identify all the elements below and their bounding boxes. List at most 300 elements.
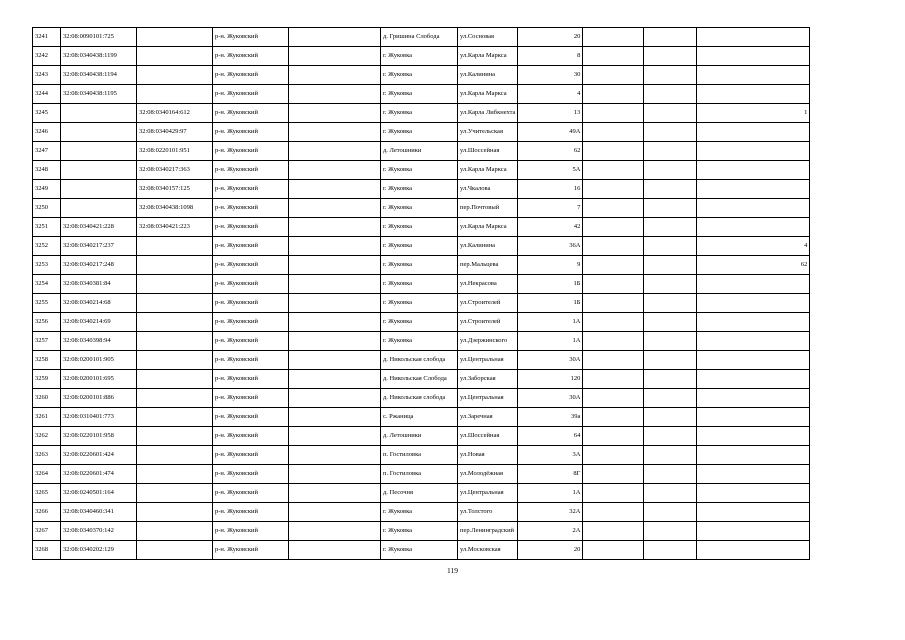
previous-cadastral-number-cell	[137, 541, 213, 560]
value-cell	[697, 427, 810, 446]
street-cell: ул.Шоссейная	[458, 142, 518, 161]
table-row	[33, 484, 810, 503]
empty-cell	[583, 484, 644, 503]
empty-cell	[583, 85, 644, 104]
row-number-cell: 3256	[33, 313, 61, 332]
locality-cell: г. Жуковка	[381, 85, 458, 104]
district-cell: р-н. Жуковский	[213, 142, 289, 161]
cadastral-number-cell: 32:08:0340438:1195	[61, 85, 137, 104]
house-number-cell: 1А	[518, 313, 583, 332]
street-cell: ул.Шоссейная	[458, 427, 518, 446]
empty-cell	[583, 104, 644, 123]
empty-cell	[583, 275, 644, 294]
value-cell	[697, 294, 810, 313]
table-row	[33, 199, 810, 218]
empty-cell	[644, 446, 697, 465]
district-cell: р-н. Жуковский	[213, 541, 289, 560]
row-number-cell: 3267	[33, 522, 61, 541]
locality-cell: г. Жуковка	[381, 218, 458, 237]
table-row	[33, 104, 810, 123]
cadastral-number-cell: 32:08:0240501:164	[61, 484, 137, 503]
locality-cell: г. Жуковка	[381, 275, 458, 294]
empty-cell	[644, 142, 697, 161]
value-cell	[697, 161, 810, 180]
value-cell	[697, 332, 810, 351]
empty-cell	[644, 351, 697, 370]
empty-cell	[289, 503, 381, 522]
empty-cell	[289, 313, 381, 332]
row-number-cell: 3249	[33, 180, 61, 199]
locality-cell: г. Жуковка	[381, 294, 458, 313]
street-cell: ул.Сосновая	[458, 28, 518, 47]
empty-cell	[289, 256, 381, 275]
table-row	[33, 47, 810, 66]
empty-cell	[644, 389, 697, 408]
house-number-cell: 13	[518, 104, 583, 123]
table-row	[33, 256, 810, 275]
house-number-cell: 4	[518, 85, 583, 104]
value-cell	[697, 142, 810, 161]
empty-cell	[289, 446, 381, 465]
street-cell: ул.Строителей	[458, 313, 518, 332]
value-cell	[697, 199, 810, 218]
empty-cell	[289, 427, 381, 446]
locality-cell: г. Жуковка	[381, 161, 458, 180]
table-row	[33, 275, 810, 294]
empty-cell	[289, 199, 381, 218]
street-cell: ул.Толстого	[458, 503, 518, 522]
district-cell: р-н. Жуковский	[213, 256, 289, 275]
street-cell: ул.Калинина	[458, 66, 518, 85]
row-number-cell: 3244	[33, 85, 61, 104]
street-cell: ул.Карла Маркса	[458, 85, 518, 104]
table-row	[33, 28, 810, 47]
cadastral-number-cell: 32:08:0340438:1199	[61, 47, 137, 66]
empty-cell	[644, 161, 697, 180]
empty-cell	[644, 484, 697, 503]
empty-cell	[644, 85, 697, 104]
locality-cell: г. Жуковка	[381, 541, 458, 560]
street-cell: ул.Строителей	[458, 294, 518, 313]
house-number-cell: 42	[518, 218, 583, 237]
table-row	[33, 541, 810, 560]
locality-cell: д. Летошники	[381, 427, 458, 446]
row-number-cell: 3250	[33, 199, 61, 218]
cadastral-number-cell: 32:08:0340381:84	[61, 275, 137, 294]
previous-cadastral-number-cell	[137, 28, 213, 47]
row-number-cell: 3246	[33, 123, 61, 142]
locality-cell: г. Жуковка	[381, 104, 458, 123]
value-cell	[697, 408, 810, 427]
table-row	[33, 503, 810, 522]
locality-cell: п. Гостиловка	[381, 446, 458, 465]
district-cell: р-н. Жуковский	[213, 237, 289, 256]
row-number-cell: 3252	[33, 237, 61, 256]
cadastral-number-cell: 32:08:0200101:905	[61, 351, 137, 370]
empty-cell	[583, 199, 644, 218]
district-cell: р-н. Жуковский	[213, 522, 289, 541]
empty-cell	[644, 541, 697, 560]
previous-cadastral-number-cell: 32:08:0340438:1098	[137, 199, 213, 218]
empty-cell	[644, 275, 697, 294]
house-number-cell: 9	[518, 256, 583, 275]
street-cell: ул.Некрасова	[458, 275, 518, 294]
cadastral-number-cell: 32:08:0340214:69	[61, 313, 137, 332]
row-number-cell: 3266	[33, 503, 61, 522]
house-number-cell: 36А	[518, 237, 583, 256]
street-cell: ул.Молодёжная	[458, 465, 518, 484]
empty-cell	[583, 446, 644, 465]
table-row	[33, 161, 810, 180]
empty-cell	[644, 123, 697, 142]
row-number-cell: 3257	[33, 332, 61, 351]
row-number-cell: 3255	[33, 294, 61, 313]
cadastral-number-cell	[61, 123, 137, 142]
house-number-cell: 1Б	[518, 294, 583, 313]
row-number-cell: 3262	[33, 427, 61, 446]
row-number-cell: 3263	[33, 446, 61, 465]
cadastral-number-cell: 32:08:0340370:142	[61, 522, 137, 541]
table-row	[33, 332, 810, 351]
empty-cell	[289, 123, 381, 142]
empty-cell	[583, 313, 644, 332]
previous-cadastral-number-cell	[137, 427, 213, 446]
house-number-cell: 5А	[518, 161, 583, 180]
table-row	[33, 465, 810, 484]
street-cell: ул.Калинина	[458, 237, 518, 256]
street-cell: ул.Заречная	[458, 408, 518, 427]
previous-cadastral-number-cell	[137, 256, 213, 275]
empty-cell	[583, 161, 644, 180]
locality-cell: г. Жуковка	[381, 332, 458, 351]
row-number-cell: 3243	[33, 66, 61, 85]
row-number-cell: 3247	[33, 142, 61, 161]
cadastral-number-cell: 32:08:0200101:695	[61, 370, 137, 389]
row-number-cell: 3268	[33, 541, 61, 560]
empty-cell	[289, 522, 381, 541]
empty-cell	[644, 218, 697, 237]
district-cell: р-н. Жуковский	[213, 123, 289, 142]
street-cell: пер.Почтовый	[458, 199, 518, 218]
value-cell	[697, 522, 810, 541]
value-cell	[697, 351, 810, 370]
district-cell: р-н. Жуковский	[213, 484, 289, 503]
district-cell: р-н. Жуковский	[213, 389, 289, 408]
empty-cell	[289, 161, 381, 180]
value-cell: 4	[697, 237, 810, 256]
row-number-cell: 3254	[33, 275, 61, 294]
table-row	[33, 85, 810, 104]
district-cell: р-н. Жуковский	[213, 351, 289, 370]
empty-cell	[583, 389, 644, 408]
district-cell: р-н. Жуковский	[213, 47, 289, 66]
empty-cell	[289, 104, 381, 123]
cadastral-number-cell: 32:08:0200101:886	[61, 389, 137, 408]
cadastral-number-cell	[61, 199, 137, 218]
previous-cadastral-number-cell	[137, 522, 213, 541]
cadastral-number-cell	[61, 104, 137, 123]
row-number-cell: 3245	[33, 104, 61, 123]
house-number-cell: 49А	[518, 123, 583, 142]
empty-cell	[289, 142, 381, 161]
house-number-cell: 1Б	[518, 275, 583, 294]
house-number-cell: 7	[518, 199, 583, 218]
house-number-cell: 32А	[518, 503, 583, 522]
cadastral-number-cell: 32:08:0220101:958	[61, 427, 137, 446]
district-cell: р-н. Жуковский	[213, 503, 289, 522]
cadastral-number-cell: 32:08:0340217:237	[61, 237, 137, 256]
locality-cell: д. Никольская Слобода	[381, 370, 458, 389]
empty-cell	[289, 180, 381, 199]
district-cell: р-н. Жуковский	[213, 85, 289, 104]
table-row	[33, 123, 810, 142]
house-number-cell: 30	[518, 66, 583, 85]
previous-cadastral-number-cell	[137, 389, 213, 408]
empty-cell	[289, 332, 381, 351]
house-number-cell: 2А	[518, 522, 583, 541]
previous-cadastral-number-cell	[137, 85, 213, 104]
empty-cell	[289, 484, 381, 503]
house-number-cell: 3А	[518, 446, 583, 465]
previous-cadastral-number-cell	[137, 503, 213, 522]
previous-cadastral-number-cell	[137, 465, 213, 484]
empty-cell	[583, 370, 644, 389]
row-number-cell: 3258	[33, 351, 61, 370]
row-number-cell: 3241	[33, 28, 61, 47]
row-number-cell: 3253	[33, 256, 61, 275]
empty-cell	[289, 370, 381, 389]
address-table	[32, 27, 810, 560]
cadastral-number-cell: 32:08:0220601:424	[61, 446, 137, 465]
empty-cell	[583, 180, 644, 199]
empty-cell	[583, 294, 644, 313]
empty-cell	[644, 465, 697, 484]
empty-cell	[644, 47, 697, 66]
empty-cell	[644, 66, 697, 85]
cadastral-number-cell	[61, 180, 137, 199]
value-cell	[697, 313, 810, 332]
empty-cell	[644, 427, 697, 446]
empty-cell	[644, 294, 697, 313]
district-cell: р-н. Жуковский	[213, 199, 289, 218]
previous-cadastral-number-cell: 32:08:0340164:612	[137, 104, 213, 123]
district-cell: р-н. Жуковский	[213, 427, 289, 446]
previous-cadastral-number-cell	[137, 370, 213, 389]
empty-cell	[644, 503, 697, 522]
locality-cell: г. Жуковка	[381, 123, 458, 142]
district-cell: р-н. Жуковский	[213, 313, 289, 332]
previous-cadastral-number-cell	[137, 408, 213, 427]
value-cell	[697, 541, 810, 560]
locality-cell: д. Никольская слобода	[381, 389, 458, 408]
district-cell: р-н. Жуковский	[213, 465, 289, 484]
cadastral-number-cell: 32:08:0340438:1194	[61, 66, 137, 85]
value-cell	[697, 484, 810, 503]
district-cell: р-н. Жуковский	[213, 294, 289, 313]
cadastral-number-cell: 32:08:0310401:773	[61, 408, 137, 427]
cadastral-number-cell	[61, 161, 137, 180]
house-number-cell: 1А	[518, 484, 583, 503]
empty-cell	[289, 389, 381, 408]
value-cell	[697, 47, 810, 66]
locality-cell: г. Жуковка	[381, 199, 458, 218]
row-number-cell: 3264	[33, 465, 61, 484]
street-cell: ул.Карла Либкнехта	[458, 104, 518, 123]
empty-cell	[583, 237, 644, 256]
empty-cell	[644, 256, 697, 275]
empty-cell	[289, 294, 381, 313]
value-cell	[697, 275, 810, 294]
locality-cell: п. Гостиловка	[381, 465, 458, 484]
empty-cell	[583, 47, 644, 66]
value-cell	[697, 389, 810, 408]
table-row	[33, 370, 810, 389]
street-cell: ул.Заборская	[458, 370, 518, 389]
house-number-cell: 20	[518, 28, 583, 47]
street-cell: ул.Московская	[458, 541, 518, 560]
value-cell	[697, 503, 810, 522]
previous-cadastral-number-cell	[137, 47, 213, 66]
empty-cell	[644, 104, 697, 123]
locality-cell: г. Жуковка	[381, 237, 458, 256]
district-cell: р-н. Жуковский	[213, 66, 289, 85]
cadastral-number-cell: 32:08:0220601:474	[61, 465, 137, 484]
table-row	[33, 522, 810, 541]
previous-cadastral-number-cell: 32:08:0340217:363	[137, 161, 213, 180]
value-cell: 62	[697, 256, 810, 275]
value-cell	[697, 465, 810, 484]
empty-cell	[583, 522, 644, 541]
empty-cell	[583, 465, 644, 484]
value-cell: 1	[697, 104, 810, 123]
house-number-cell: 30А	[518, 351, 583, 370]
table-row	[33, 408, 810, 427]
empty-cell	[289, 275, 381, 294]
cadastral-number-cell: 32:08:0340217:248	[61, 256, 137, 275]
empty-cell	[583, 123, 644, 142]
row-number-cell: 3248	[33, 161, 61, 180]
table-row	[33, 427, 810, 446]
previous-cadastral-number-cell: 32:08:0340157:125	[137, 180, 213, 199]
street-cell: пер.Мальцева	[458, 256, 518, 275]
previous-cadastral-number-cell: 32:08:0340429:97	[137, 123, 213, 142]
street-cell: ул.Карла Маркса	[458, 218, 518, 237]
value-cell	[697, 28, 810, 47]
empty-cell	[289, 28, 381, 47]
district-cell: р-н. Жуковский	[213, 408, 289, 427]
empty-cell	[583, 541, 644, 560]
table-body	[33, 28, 810, 560]
cadastral-number-cell: 32:08:0340398:94	[61, 332, 137, 351]
district-cell: р-н. Жуковский	[213, 218, 289, 237]
empty-cell	[583, 66, 644, 85]
empty-cell	[289, 465, 381, 484]
house-number-cell: 16	[518, 180, 583, 199]
cadastral-number-cell	[61, 142, 137, 161]
locality-cell: д. Гришина Слобода	[381, 28, 458, 47]
house-number-cell: 64	[518, 427, 583, 446]
empty-cell	[289, 218, 381, 237]
empty-cell	[644, 408, 697, 427]
street-cell: ул.Дзержинского	[458, 332, 518, 351]
value-cell	[697, 85, 810, 104]
table-row	[33, 351, 810, 370]
previous-cadastral-number-cell: 32:08:0220101:951	[137, 142, 213, 161]
empty-cell	[644, 180, 697, 199]
empty-cell	[644, 522, 697, 541]
previous-cadastral-number-cell	[137, 237, 213, 256]
row-number-cell: 3259	[33, 370, 61, 389]
value-cell	[697, 218, 810, 237]
table-row	[33, 313, 810, 332]
empty-cell	[583, 351, 644, 370]
empty-cell	[644, 332, 697, 351]
table-row	[33, 180, 810, 199]
district-cell: р-н. Жуковский	[213, 332, 289, 351]
district-cell: р-н. Жуковский	[213, 28, 289, 47]
district-cell: р-н. Жуковский	[213, 161, 289, 180]
previous-cadastral-number-cell	[137, 351, 213, 370]
street-cell: ул.Центральная	[458, 351, 518, 370]
empty-cell	[289, 351, 381, 370]
table-row	[33, 218, 810, 237]
locality-cell: г. Жуковка	[381, 503, 458, 522]
house-number-cell: 1А	[518, 332, 583, 351]
house-number-cell: 30А	[518, 389, 583, 408]
previous-cadastral-number-cell	[137, 484, 213, 503]
row-number-cell: 3265	[33, 484, 61, 503]
locality-cell: д. Никольская слобода	[381, 351, 458, 370]
empty-cell	[583, 28, 644, 47]
value-cell	[697, 123, 810, 142]
table-row	[33, 446, 810, 465]
row-number-cell: 3261	[33, 408, 61, 427]
previous-cadastral-number-cell	[137, 66, 213, 85]
district-cell: р-н. Жуковский	[213, 446, 289, 465]
empty-cell	[644, 370, 697, 389]
table-row	[33, 237, 810, 256]
table-row	[33, 294, 810, 313]
locality-cell: г. Жуковка	[381, 313, 458, 332]
empty-cell	[583, 332, 644, 351]
empty-cell	[583, 427, 644, 446]
row-number-cell: 3251	[33, 218, 61, 237]
table-row	[33, 389, 810, 408]
house-number-cell: 20	[518, 541, 583, 560]
value-cell	[697, 446, 810, 465]
locality-cell: г. Жуковка	[381, 47, 458, 66]
street-cell: ул.Чкалова	[458, 180, 518, 199]
empty-cell	[289, 85, 381, 104]
house-number-cell: 8Г	[518, 465, 583, 484]
previous-cadastral-number-cell	[137, 313, 213, 332]
cadastral-number-cell: 32:08:0340202:129	[61, 541, 137, 560]
empty-cell	[583, 218, 644, 237]
locality-cell: г. Жуковка	[381, 66, 458, 85]
locality-cell: д. Песочня	[381, 484, 458, 503]
district-cell: р-н. Жуковский	[213, 275, 289, 294]
previous-cadastral-number-cell	[137, 446, 213, 465]
street-cell: пер.Ленинградский	[458, 522, 518, 541]
previous-cadastral-number-cell	[137, 332, 213, 351]
value-cell	[697, 180, 810, 199]
empty-cell	[289, 66, 381, 85]
row-number-cell: 3260	[33, 389, 61, 408]
district-cell: р-н. Жуковский	[213, 180, 289, 199]
previous-cadastral-number-cell: 32:08:0340421:223	[137, 218, 213, 237]
previous-cadastral-number-cell	[137, 294, 213, 313]
locality-cell: г. Жуковка	[381, 180, 458, 199]
